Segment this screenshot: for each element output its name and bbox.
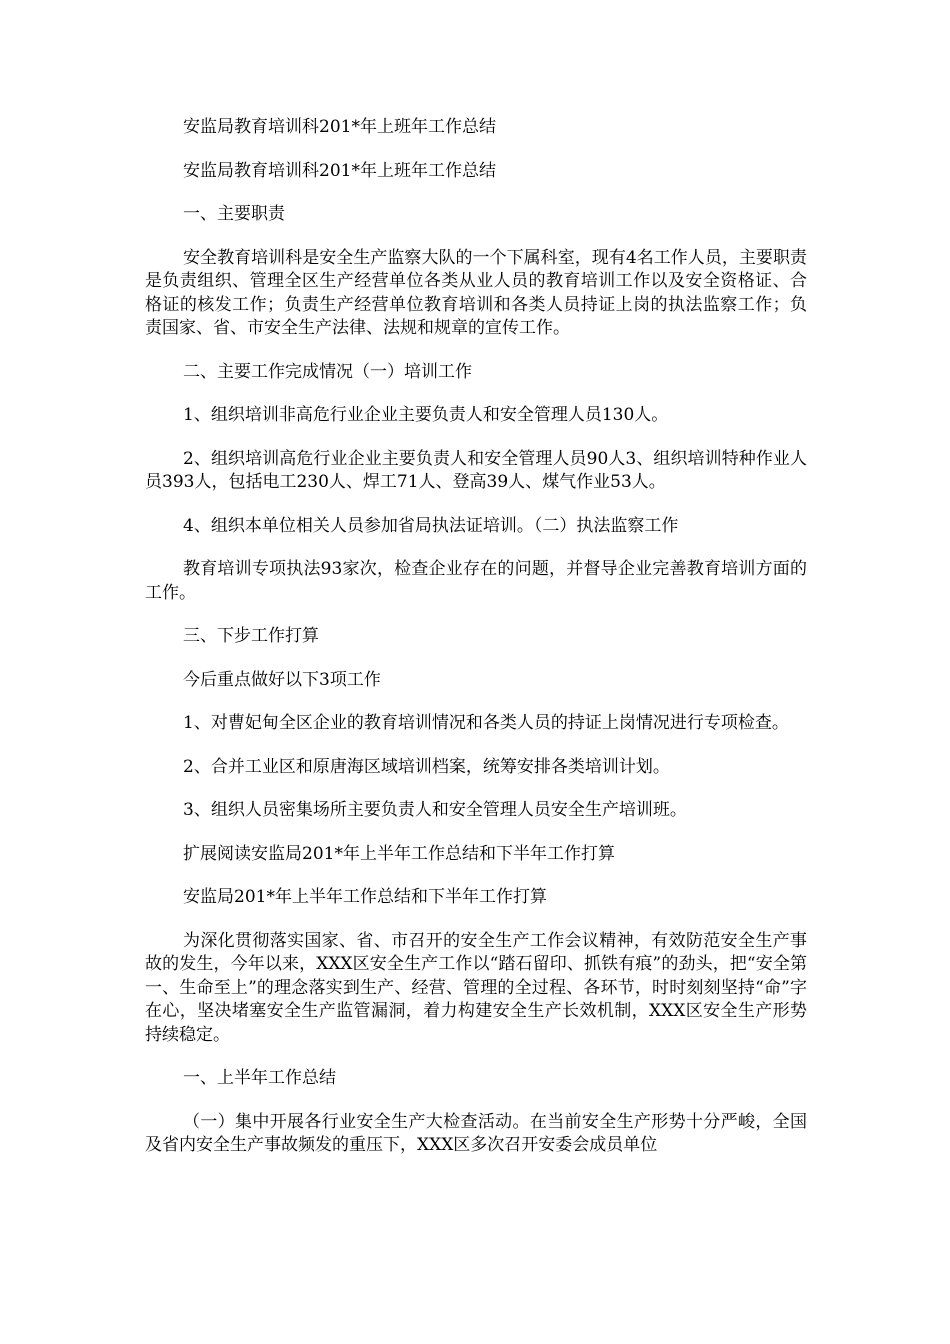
list-item-plan-3: 3、组织人员密集场所主要负责人和安全管理人员安全生产培训班。 xyxy=(183,800,687,820)
paragraph-intro: 为深化贯彻落实国家、省、市召开的安全生产工作会议精神，有效防范安全生产事故的发生，今年以来，XXX区安全生产工作以“踏石留印、抓铁有痕”的劲头，把“安全第一、生命至上”的理念落实到生产、经营、管理的全过程、各环节，时时刻刻坚持“命”字在心，坚决堵塞安全生产监管漏洞，着力构建安全生产长效机制，XXX区安全生产形势持续稳定。 xyxy=(145,930,807,1045)
extended-title: 安监局201*年上半年工作总结和下半年工作打算 xyxy=(183,887,547,907)
doc-subtitle: 安监局教育培训科201*年上班年工作总结 xyxy=(183,160,496,181)
paragraph-plan-intro: 今后重点做好以下3项工作 xyxy=(183,669,381,690)
document-body xyxy=(145,116,807,1178)
list-item-plan-2: 2、合并工业区和原唐海区域培训档案，统筹安排各类培训计划。 xyxy=(183,756,670,777)
section-heading-work: 二、主要工作完成情况（一）培训工作 xyxy=(183,361,472,382)
paragraph-duties: 安全教育培训科是安全生产监察大队的一个下属科室，现有4名工作人员，主要职责是负责组织、管理全区生产经营单位各类从业人员的教育培训工作以及安全资格证、合格证的核发工作；负责生产经营单位教育培训和各类人员持证上岗的执法监察工作；负责国家、省、市安全生产法律、法规和规章的宣传工作。 xyxy=(145,247,807,338)
extended-reading-heading: 扩展阅读安监局201*年上半年工作总结和下半年工作打算 xyxy=(183,843,615,864)
list-item-training-4: 4、组织本单位相关人员参加省局执法证培训。（二）执法监察工作 xyxy=(183,515,679,536)
list-item-training-1: 1、组织培训非高危行业企业主要负责人和安全管理人员130人。 xyxy=(183,405,669,425)
list-item-plan-1: 1、对曹妃甸全区企业的教育培训情况和各类人员的持证上岗情况进行专项检查。 xyxy=(183,713,789,733)
section-heading-summary: 一、上半年工作总结 xyxy=(183,1068,336,1088)
paragraph-enforcement: 教育培训专项执法93家次，检查企业存在的问题，并督导企业完善教育培训方面的工作。 xyxy=(145,559,807,603)
paragraph-inspection: （一）集中开展各行业安全生产大检查活动。在当前安全生产形势十分严峻，全国及省内安全生产事故频发的重压下，XXX区多次召开安委会成员单位 xyxy=(145,1111,807,1155)
list-item-training-2: 2、组织培训高危行业企业主要负责人和安全管理人员90人3、组织培训特种作业人员393人，包括电工230人、焊工71人、登高39人、煤气作业53人。 xyxy=(145,448,807,492)
section-heading-plan: 三、下步工作打算 xyxy=(183,626,319,646)
doc-title: 安监局教育培训科201*年上班年工作总结 xyxy=(183,117,496,137)
section-heading-duties: 一、主要职责 xyxy=(183,204,285,224)
